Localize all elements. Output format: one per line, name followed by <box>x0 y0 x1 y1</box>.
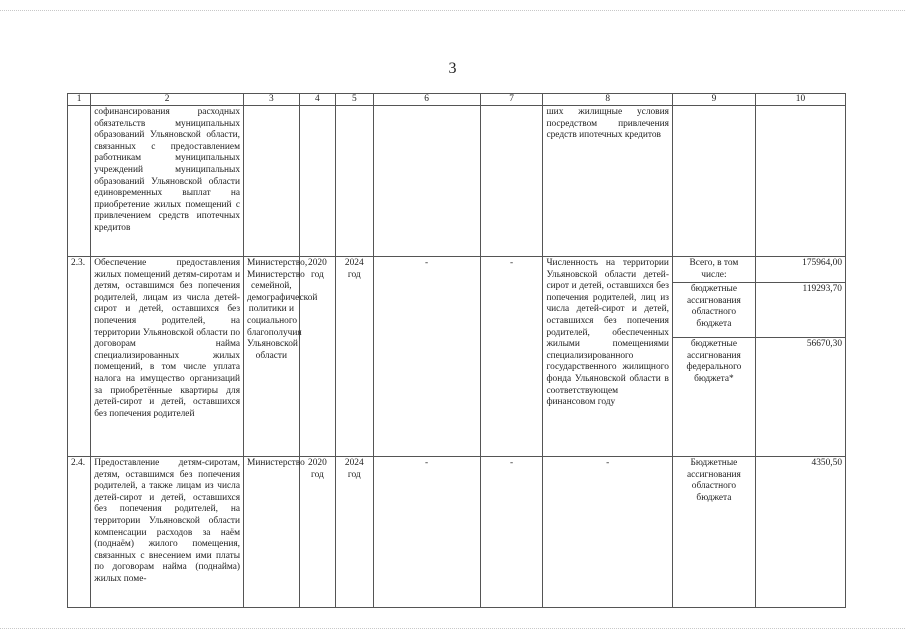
end-year: 2024 год <box>336 257 373 457</box>
executor: Министерство, Министерство семейной, демографической политики и социального благополучия Ульяновской области <box>244 257 300 457</box>
row-number: 2.4. <box>68 457 91 608</box>
column-header: 2 <box>91 94 244 106</box>
col-7: - <box>480 457 543 608</box>
table-row <box>68 106 846 257</box>
scan-artifact-bottom <box>0 628 905 631</box>
column-header: 5 <box>336 94 373 106</box>
activity-name: Обеспечение предоставления жилых помещений детям-сиротам и детям, оставшимся без попечения родителей, лицам из числа детей-сирот и детей, оставшихся без попечения родителей, на территории Ульяновской области по договорам найма специализированных жилых помещений, в том числе уплата налога на имущество организаций за приобретённые квартиры для детей-сирот и детей, оставшихся без попечения родителей <box>91 257 244 457</box>
start-year: 2020 год <box>299 257 335 457</box>
funding-source-total: Всего, в том числе: <box>689 258 739 280</box>
funding-source <box>672 106 755 257</box>
funding-amount: 4350,50 <box>755 457 845 608</box>
column-header: 1 <box>68 94 91 106</box>
activity-name: софинансирования расходных обязательств муниципальных образований Ульяновской области, связанных с предоставлением работникам муниципальных учреждений муниципальных образований Ульяновской области единовременных выплат на приобретение жилых помещений с привлечением средств ипотечных кредитов <box>91 106 244 257</box>
header-row <box>68 94 846 106</box>
activity-name: Предоставление детям-сиротам, детям, оставшимся без попечения родителей, а также лицам из числа детей-сирот и детей, оставшихся без попечения родителей, на территории Ульяновской области компенсации расходов за наём (поднаём) жилого помещения, связанных с внесением ими платы по договорам найма (поднайма) жилых поме- <box>91 457 244 608</box>
funding-amount <box>755 257 845 457</box>
start-year: 2020 год <box>299 457 335 608</box>
table-row <box>68 457 846 608</box>
end-year <box>336 106 373 257</box>
column-header: 4 <box>299 94 335 106</box>
scan-artifact-top <box>0 10 905 13</box>
start-year <box>299 106 335 257</box>
col-6: - <box>373 457 480 608</box>
amount-total: 175964,00 <box>802 258 842 268</box>
row-number: 2.3. <box>68 257 91 457</box>
executor <box>244 106 300 257</box>
amount-federal: 56670,30 <box>756 337 845 364</box>
column-header: 8 <box>543 94 672 106</box>
row-number <box>68 106 91 257</box>
funding-amount <box>755 106 845 257</box>
page-number: 3 <box>448 60 457 77</box>
target-indicator: Численность на территории Ульяновской области детей-сирот и детей, оставшихся без попечения родителей, лиц из числа детей-сирот и детей, оставшихся без попечения родителей, обеспеченных жилыми помещениями специализированного государственного жилищного фонда Ульяновской области в соответствующем финансовом году <box>543 257 672 457</box>
funding-source <box>672 257 755 457</box>
column-header: 9 <box>672 94 755 106</box>
end-year: 2024 год <box>336 457 373 608</box>
col-6 <box>373 106 480 257</box>
table-row <box>68 257 846 457</box>
column-header: 6 <box>373 94 480 106</box>
target-indicator: - <box>543 457 672 608</box>
target-indicator: ших жилищные условия посредством привлечения средств ипотечных кредитов <box>543 106 672 257</box>
funding-source-regional: бюджетные ассигнования областного бюджета <box>673 282 755 337</box>
column-header: 7 <box>480 94 543 106</box>
col-7 <box>480 106 543 257</box>
column-header: 10 <box>755 94 845 106</box>
program-table <box>67 93 846 608</box>
amount-regional: 119293,70 <box>756 282 845 337</box>
column-header: 3 <box>244 94 300 106</box>
funding-source-federal: бюджетные ассигнования федерального бюджета* <box>673 337 755 386</box>
col-6: - <box>373 257 480 457</box>
funding-source: Бюджетные ассигнования областного бюджета <box>672 457 755 608</box>
col-7: - <box>480 257 543 457</box>
executor: Министерство <box>244 457 300 608</box>
